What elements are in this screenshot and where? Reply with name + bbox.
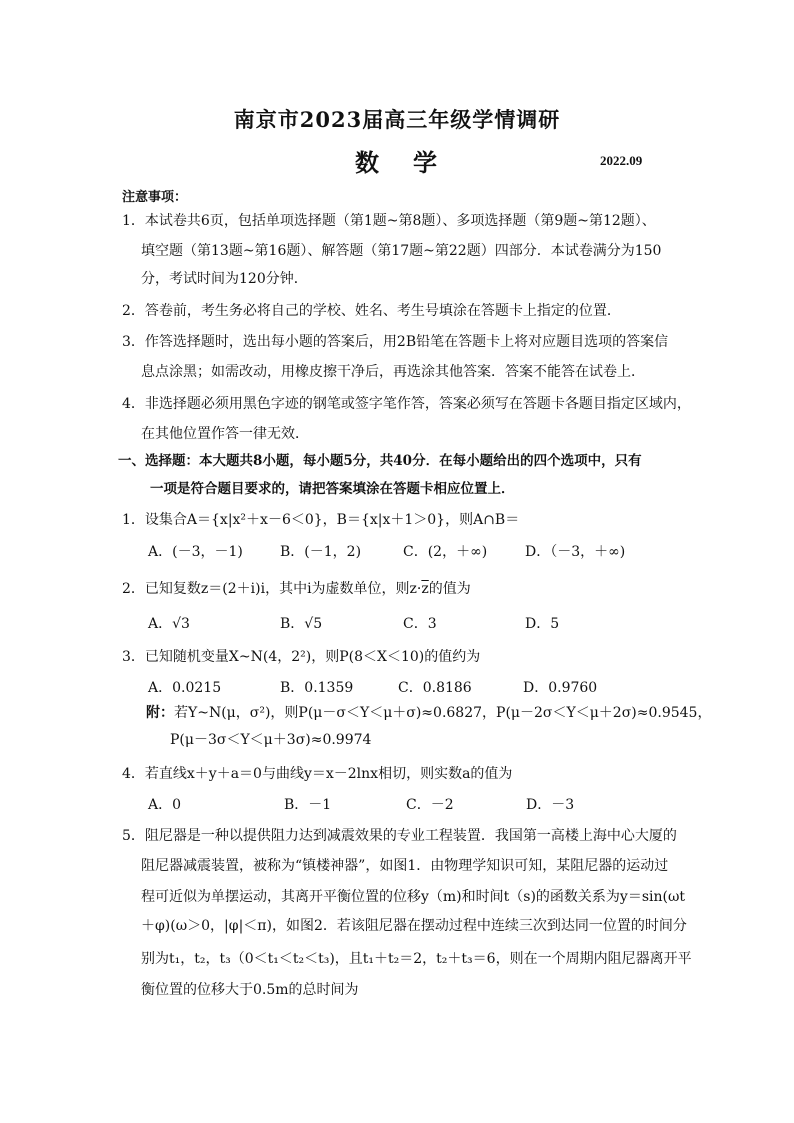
- question-3-option-c: C．0.8186: [398, 680, 472, 696]
- question-1-option-a: A．(－3，－1): [148, 544, 243, 560]
- section-heading-line-2: 一项是符合题目要求的，请把答案填涂在答题卡相应位置上．: [150, 481, 515, 497]
- question-3-note-line-1: [146, 702, 711, 722]
- question-1-stem: 1．设集合A＝{x|x²＋x－6＜0}，B＝{x|x＋1＞0}，则A∩B＝: [122, 512, 520, 528]
- subject-heading: 数学: [355, 148, 471, 177]
- section-heading-line-1: 一、选择题：本大题共8小题，每小题5分，共40分．在每小题给出的四个选项中，只有: [118, 453, 642, 469]
- question-1-option-c: C．(2，＋∞): [403, 544, 488, 560]
- question-4-option-a: A．0: [148, 797, 182, 813]
- question-5-line-1: 5．阻尼器是一种以提供阻力达到减震效果的专业工程装置．我国第一高楼上海中心大厦的: [122, 828, 677, 844]
- note-text-1: 若Y~N(μ，σ²)，则P(μ－σ＜Y＜μ＋σ)≈0.6827，P(μ－2σ＜Y＜μ＋2σ)≈0.9545，: [174, 705, 712, 721]
- question-4-stem: 4．若直线x＋y＋a＝0与曲线y＝x－2lnx相切，则实数a的值为: [122, 766, 513, 782]
- notice-item-1-line-3: 分，考试时间为120分钟．: [141, 271, 308, 287]
- notice-item-3-line-2: 息点涂黑；如需改动，用橡皮擦干净后，再选涂其他答案．答案不能答在试卷上．: [141, 364, 645, 380]
- question-2-option-a: A．√3: [148, 616, 190, 632]
- question-4-option-b: B．－1: [284, 797, 332, 813]
- question-5-line-6: 衡位置的位移大于0.5m的总时间为: [141, 982, 359, 998]
- exam-title: 南京市2023届高三年级学情调研: [233, 107, 561, 132]
- note-label: 附：: [146, 705, 174, 721]
- question-3-option-b: B．0.1359: [280, 680, 354, 696]
- question-4-option-c: C．－2: [406, 797, 454, 813]
- conjugate-z: $\overline{z}$: [421, 581, 429, 597]
- notice-item-1-line-1: 1．本试卷共6页，包括单项选择题（第1题~第8题）、多项选择题（第9题~第12题）、: [122, 213, 656, 229]
- question-4-option-d: D．－3: [526, 797, 575, 813]
- notice-item-4-line-2: 在其他位置作答一律无效．: [141, 426, 309, 442]
- question-5-line-3: 程可近似为单摆运动，其离开平衡位置的位移y（m)和时间t（s)的函数关系为y＝sin(ωt: [141, 889, 686, 905]
- question-2-option-d: D．5: [525, 616, 560, 632]
- notice-item-3-line-1: 3．作答选择题时，选出每小题的答案后，用2B铅笔在答题卡上将对应题目选项的答案信: [122, 334, 669, 350]
- exam-date: 2022.09: [600, 153, 643, 168]
- question-2-option-c: C．3: [403, 616, 437, 632]
- question-3-option-d: D．0.9760: [523, 680, 598, 696]
- question-5-line-4: ＋φ)(ω＞0，|φ|＜π)，如图2．若该阻尼器在摆动过程中连续三次到达同一位置的时间分: [141, 918, 687, 934]
- question-3-option-a: A．0.0215: [148, 680, 222, 696]
- question-2-stem-pre: 2．已知复数z＝(2＋i)i，其中i为虚数单位，则z·: [122, 581, 422, 597]
- notice-item-4-line-1: 4．非选择题必须用黑色字迹的钢笔或签字笔作答，答案必须写在答题卡各题目指定区域内，: [122, 396, 691, 412]
- question-3-stem: 3．已知随机变量X~N(4，2²)，则P(8＜X＜10)的值约为: [122, 649, 481, 665]
- question-2-stem-post: 的值为: [428, 581, 471, 597]
- notice-item-2: 2．答卷前，考生务必将自己的学校、姓名、考生号填涂在答题卡上指定的位置．: [122, 303, 621, 319]
- question-5-line-2: 阻尼器减震装置，被称为“镇楼神器”，如图1．由物理学知识可知，某阻尼器的运动过: [141, 858, 669, 874]
- question-2-option-b: B．√5: [280, 616, 323, 632]
- notice-item-1-line-2: 填空题（第13题~第16题）、解答题（第17题~第22题）四部分．本试卷满分为150: [141, 243, 662, 259]
- notice-heading: 注意事项：: [122, 190, 188, 205]
- question-1-option-b: B．(－1，2): [280, 544, 362, 560]
- question-3-note-line-2: P(μ－3σ＜Y＜μ＋3σ)≈0.9974: [170, 732, 372, 748]
- question-2-stem: [122, 578, 471, 598]
- question-5-line-5: 别为t₁，t₂，t₃（0＜t₁＜t₂＜t₃)，且t₁＋t₂＝2，t₂＋t₃＝6，则在一个周期内阻尼器离开平: [141, 951, 692, 967]
- question-1-option-d: D．（－3，＋∞): [525, 544, 626, 560]
